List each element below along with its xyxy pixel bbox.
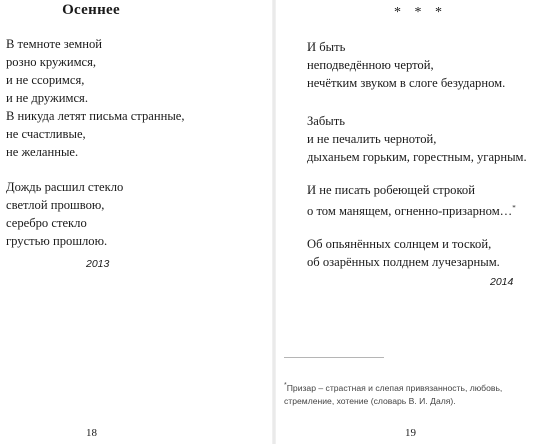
- poem-line: Забыть: [307, 114, 346, 128]
- stanza-4: [307, 235, 500, 271]
- poem-line: В темноте земной: [6, 37, 103, 51]
- poem-line: не счастливые,: [6, 127, 86, 141]
- stanza-2: [307, 112, 527, 166]
- poem-line: об озарённых полднем лучезарным.: [307, 255, 500, 269]
- poem-line: и не ссоримся,: [6, 73, 85, 87]
- footnote-marker: *: [284, 382, 287, 389]
- poem-line: грустью прошлою.: [6, 234, 108, 248]
- stanza-1: [307, 38, 505, 92]
- poem-title: Осеннее: [62, 2, 120, 18]
- footnote-marker: *: [512, 204, 516, 212]
- poem-line: Об опьянённых солнцем и тоской,: [307, 237, 492, 251]
- poem-line: И не писать робеющей строкой: [307, 183, 475, 197]
- page-number: 19: [405, 427, 416, 439]
- poem-line: И быть: [307, 40, 346, 54]
- poem-line: В никуда летят письма странные,: [6, 109, 185, 123]
- footnote-rule: [284, 357, 384, 358]
- stanza-1: [6, 35, 185, 161]
- page-number: 18: [86, 427, 97, 439]
- section-stars: * * *: [394, 5, 447, 20]
- poem-year: 2013: [86, 258, 110, 270]
- poem-line: и не дружимся.: [6, 91, 88, 105]
- right-page: [276, 0, 550, 444]
- left-page: [0, 0, 272, 444]
- poem-year: 2014: [490, 276, 514, 288]
- poem-line: розно кружимся,: [6, 55, 97, 69]
- footnote-text: Призар – страстная и слепая привязанность, любовь, стремление, хотение (словарь В. И. Даля).: [284, 382, 503, 406]
- poem-line: неподведённою чертой,: [307, 58, 434, 72]
- poem-line: не желанные.: [6, 145, 79, 159]
- poem-line: нечётким звуком в слоге безударном.: [307, 76, 506, 90]
- stanza-2: [6, 178, 123, 250]
- poem-line-text: о том манящем, огненно-призарном…: [307, 204, 513, 219]
- footnote: [284, 379, 550, 408]
- poem-line: [307, 199, 516, 220]
- poem-line: Дождь расшил стекло: [6, 180, 124, 194]
- poem-line: серебро стекло: [6, 216, 87, 230]
- poem-line: и не печалить чернотой,: [307, 132, 437, 146]
- stanza-3: [307, 181, 516, 220]
- poem-line: светлой прошвою,: [6, 198, 105, 212]
- poem-line: дыханьем горьким, горестным, угарным.: [307, 150, 527, 164]
